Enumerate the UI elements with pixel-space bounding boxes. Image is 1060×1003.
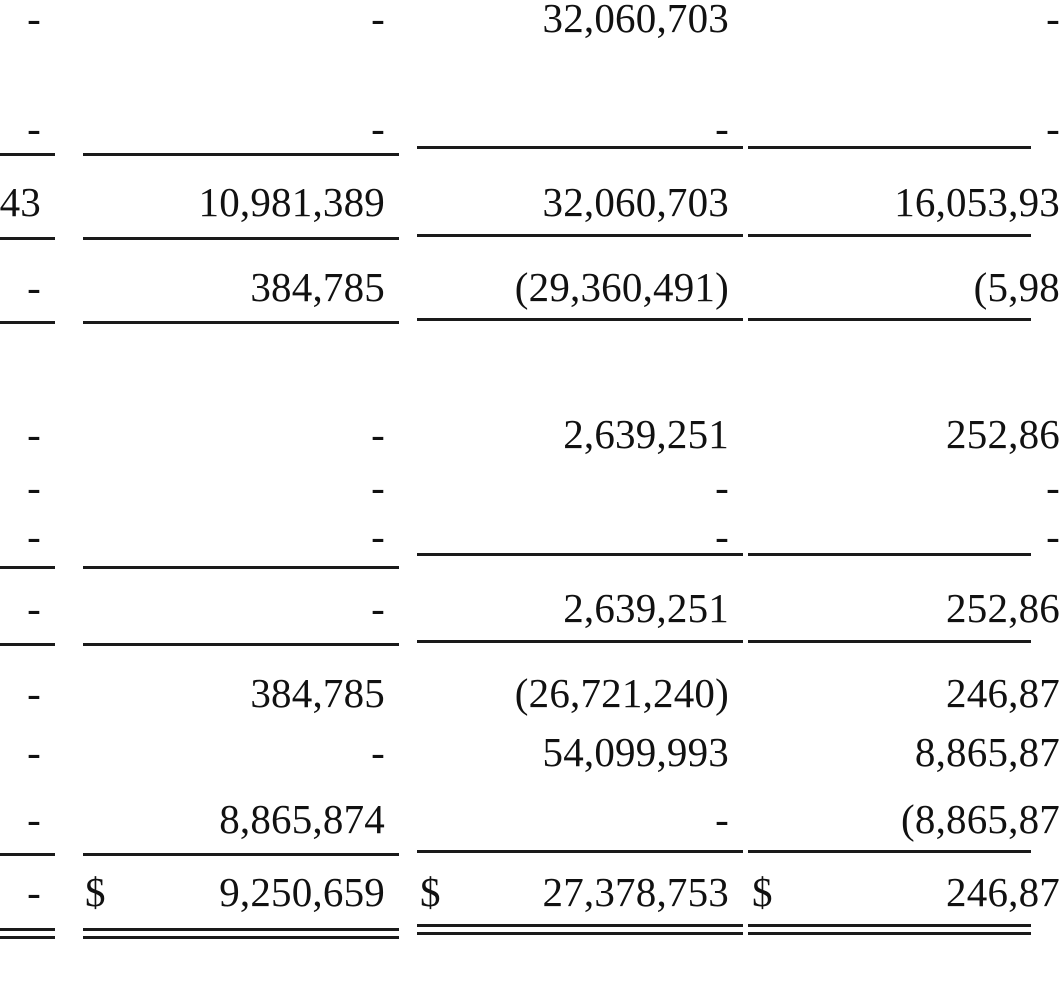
table-row <box>0 461 1060 513</box>
single-rule <box>748 146 1031 149</box>
single-rule <box>83 153 399 156</box>
cell-col1: - <box>371 411 385 457</box>
cell-col0: - <box>27 513 41 559</box>
cell-col3: - <box>1046 105 1060 151</box>
double-rule <box>417 924 743 935</box>
cell-col1: 384,785 <box>250 264 385 310</box>
single-rule <box>0 643 55 646</box>
cell-col2: 2,639,251 <box>563 411 729 457</box>
cell-col3: (8,865,87 <box>901 796 1060 842</box>
single-rule <box>0 153 55 156</box>
cell-col2: - <box>715 464 729 510</box>
cell-col0: - <box>27 0 41 41</box>
single-rule <box>748 553 1031 556</box>
single-rule <box>0 566 55 569</box>
table-row <box>0 0 1060 44</box>
single-rule <box>83 643 399 646</box>
cell-col2: 2,639,251 <box>563 585 729 631</box>
cell-col1: - <box>371 0 385 41</box>
cell-col2: - <box>715 513 729 559</box>
single-rule <box>417 234 743 237</box>
cell-col2: 54,099,993 <box>542 729 729 775</box>
cell-col3: (5,98 <box>973 264 1060 310</box>
cell-col3: 252,86 <box>946 411 1060 457</box>
currency-symbol: $ <box>752 869 773 915</box>
cell-col1: 384,785 <box>250 670 385 716</box>
single-rule <box>83 853 399 856</box>
cell-col2: (29,360,491) <box>514 264 729 310</box>
single-rule <box>0 321 55 324</box>
double-rule <box>83 928 399 939</box>
cell-col2: (26,721,240) <box>514 670 729 716</box>
cell-col3: - <box>1046 0 1060 41</box>
cell-col3: 252,86 <box>946 585 1060 631</box>
single-rule <box>748 640 1031 643</box>
cell-col2: - <box>715 105 729 151</box>
single-rule <box>417 553 743 556</box>
cell-col0: - <box>27 796 41 842</box>
cell-col2: 27,378,753 <box>542 869 729 915</box>
single-rule <box>748 850 1031 853</box>
double-rule <box>748 924 1031 935</box>
single-rule <box>83 321 399 324</box>
cell-col0: - <box>27 729 41 775</box>
cell-col2: 32,060,703 <box>542 0 729 41</box>
currency-symbol: $ <box>85 869 106 915</box>
cell-col1: 9,250,659 <box>219 869 385 915</box>
table-row <box>0 176 1060 228</box>
table-row <box>0 408 1060 460</box>
cell-col3: 246,87 <box>946 670 1060 716</box>
cell-col3: 16,053,93 <box>894 179 1060 225</box>
cell-col0: - <box>27 411 41 457</box>
cell-col0: - <box>27 869 41 915</box>
single-rule <box>83 237 399 240</box>
table-row <box>0 261 1060 313</box>
table-row <box>0 793 1060 845</box>
cell-col1: 10,981,389 <box>198 179 385 225</box>
table-row-total <box>0 866 1060 918</box>
cell-col0: - <box>27 670 41 716</box>
cell-col3: - <box>1046 513 1060 559</box>
single-rule <box>0 237 55 240</box>
cell-col1: - <box>371 585 385 631</box>
single-rule <box>417 146 743 149</box>
cell-col2: - <box>715 796 729 842</box>
single-rule <box>417 318 743 321</box>
table-row <box>0 726 1060 778</box>
cell-col1: - <box>371 464 385 510</box>
table-row <box>0 667 1060 719</box>
cell-col3: - <box>1046 464 1060 510</box>
cell-col0: - <box>27 264 41 310</box>
cell-col0: - <box>27 464 41 510</box>
cell-col1: - <box>371 513 385 559</box>
cell-col1: 8,865,874 <box>219 796 385 842</box>
single-rule <box>417 850 743 853</box>
single-rule <box>83 566 399 569</box>
single-rule <box>0 853 55 856</box>
cell-col2: 32,060,703 <box>542 179 729 225</box>
double-rule <box>0 928 55 939</box>
currency-symbol: $ <box>420 869 441 915</box>
cell-col1: - <box>371 729 385 775</box>
cell-col3: 246,87 <box>946 869 1060 915</box>
cell-col1: - <box>371 105 385 151</box>
single-rule <box>748 318 1031 321</box>
cell-col0: 43 <box>0 179 41 225</box>
single-rule <box>748 234 1031 237</box>
cell-col0: - <box>27 585 41 631</box>
cell-col3: 8,865,87 <box>914 729 1060 775</box>
single-rule <box>417 640 743 643</box>
cell-col0: - <box>27 105 41 151</box>
table-row <box>0 582 1060 634</box>
